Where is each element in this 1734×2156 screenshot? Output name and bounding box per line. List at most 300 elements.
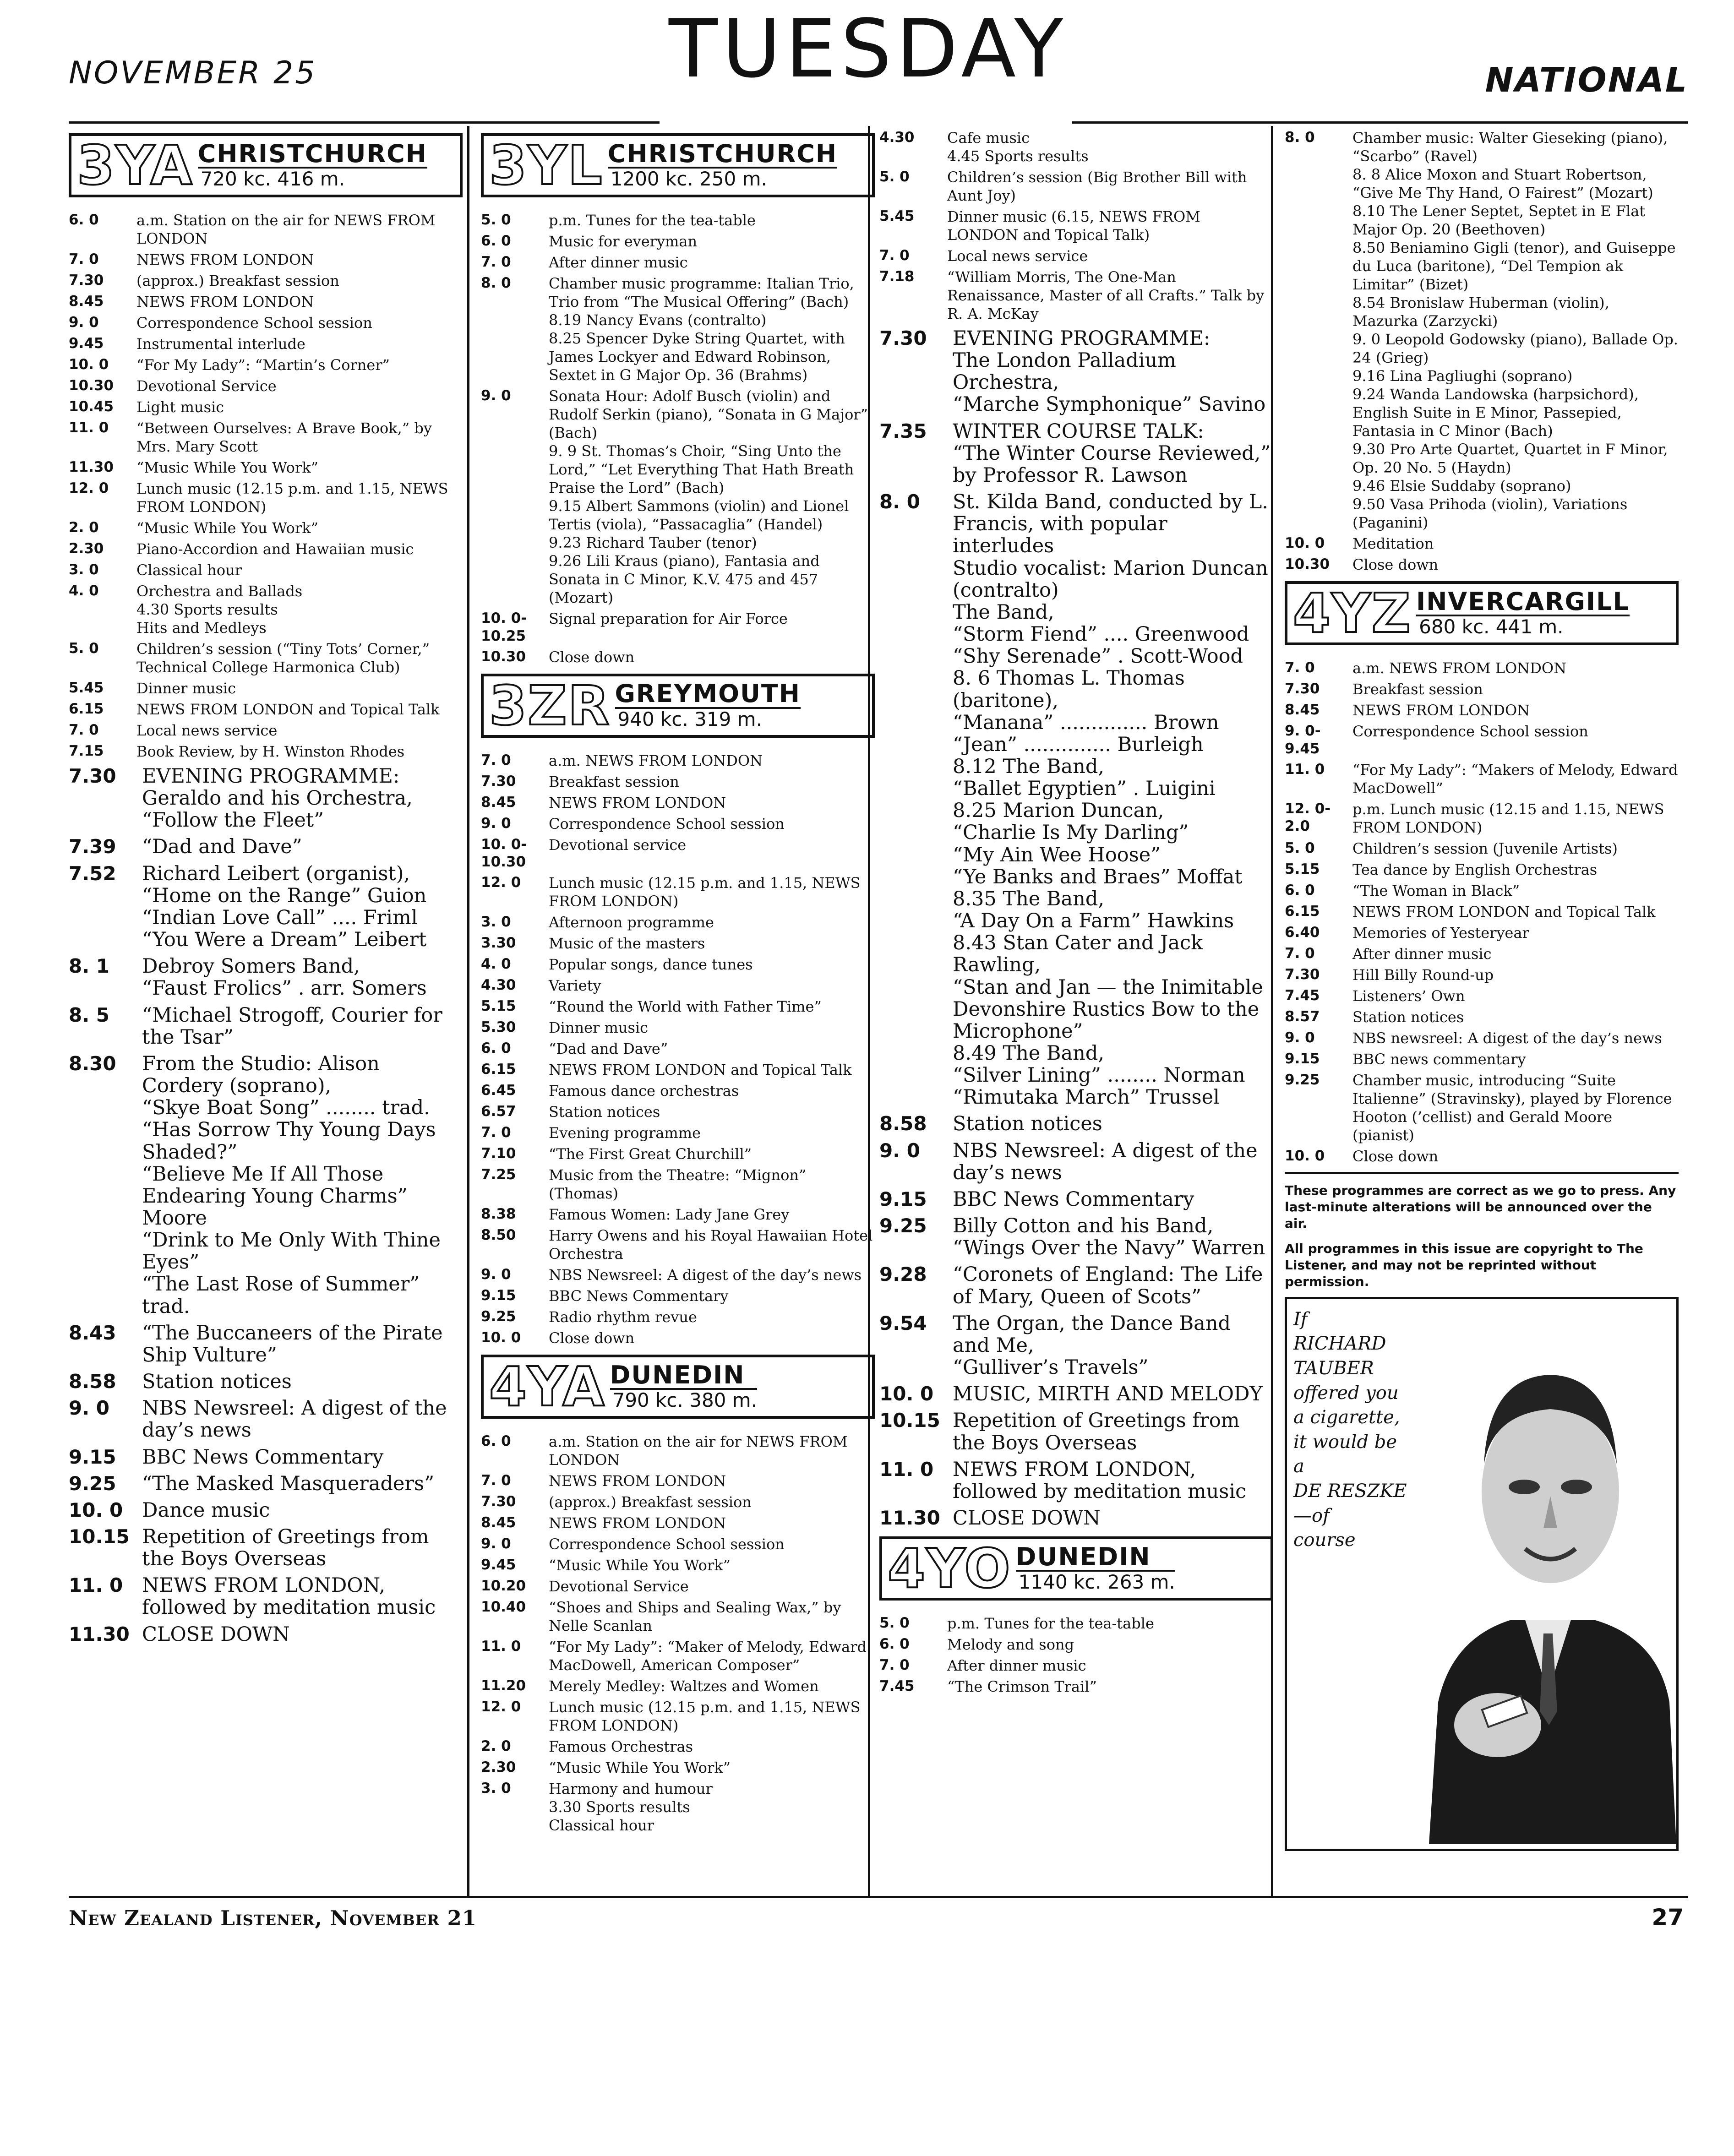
entry-time: 7.18 xyxy=(879,268,915,285)
programme-entry xyxy=(69,314,463,332)
entry-time: 5.15 xyxy=(481,998,516,1014)
station-city: DUNEDIN xyxy=(1015,1542,1151,1571)
entry-time: 10. 0-10.25 xyxy=(481,610,527,644)
entry-text: Station notices xyxy=(1352,1008,1464,1026)
entry-time: 6.15 xyxy=(1285,903,1320,920)
entry-text: After dinner music xyxy=(549,254,688,271)
programme-entry xyxy=(879,1656,1273,1675)
entry-text: Devotional service xyxy=(549,836,687,854)
entry-text: After dinner music xyxy=(947,1657,1086,1675)
entry-text: p.m. Tunes for the tea-table xyxy=(549,212,756,229)
entry-time: 7.30 xyxy=(1285,681,1320,697)
programme-entry xyxy=(481,1535,875,1553)
programme-entry xyxy=(879,247,1273,265)
station-frequency: 790 kc. 380 m. xyxy=(610,1388,757,1411)
programme-entry xyxy=(1285,129,1679,532)
entry-time: 6.45 xyxy=(481,1082,516,1099)
programme-entry xyxy=(481,1166,875,1203)
station-box-4ya xyxy=(481,1355,875,1419)
entry-time: 11.20 xyxy=(481,1677,526,1694)
entry-text: Signal preparation for Air Force xyxy=(549,610,788,627)
entry-time: 7. 0 xyxy=(879,247,910,264)
entry-text: Repetition of Greetings from the Boys Overseas xyxy=(142,1525,429,1571)
programme-entry xyxy=(481,874,875,910)
entry-text: NEWS FROM LONDON xyxy=(136,293,314,310)
entry-text: Tea dance by English Orchestras xyxy=(1352,860,1598,878)
entry-text: NBS Newsreel: A digest of the day’s news xyxy=(953,1139,1258,1184)
entry-text: “William Morris, The One-Man Renaissance, Master of all Crafts.” Talk by R. A. McKay xyxy=(947,268,1265,322)
entry-time: 7.10 xyxy=(481,1145,516,1162)
programme-entry xyxy=(1285,1008,1679,1026)
programme-entry xyxy=(481,387,875,607)
programme-entry xyxy=(481,913,875,931)
entry-text: Dinner music (6.15, NEWS FROM LONDON and Topical Talk) xyxy=(947,208,1200,244)
programme-entry xyxy=(69,1499,463,1521)
programme-entry xyxy=(879,1410,1273,1454)
entry-time: 10.40 xyxy=(481,1599,526,1615)
entry-text: Listeners’ Own xyxy=(1352,987,1465,1005)
programme-entry xyxy=(69,721,463,740)
entry-time: 11. 0 xyxy=(69,419,109,436)
entry-text: Harmony and humour 3.30 Sports results Classical hour xyxy=(549,1780,713,1834)
entry-time: 9. 0 xyxy=(69,1397,110,1420)
entry-time: 7. 0 xyxy=(879,1657,910,1674)
entry-text: CLOSE DOWN xyxy=(142,1622,290,1646)
entry-time: 5.45 xyxy=(69,680,104,696)
programme-entry xyxy=(1285,839,1679,858)
entry-text: “Dad and Dave” xyxy=(549,1040,668,1057)
entry-text: Debroy Somers Band, “Faust Frolics” . arr. Somers xyxy=(142,955,427,1000)
entry-text: MUSIC, MIRTH AND MELODY xyxy=(953,1383,1263,1406)
entry-time: 5. 0 xyxy=(1285,839,1315,856)
page-date: NOVEMBER 25 xyxy=(69,55,317,91)
schedule-4ya-continued xyxy=(879,129,1273,323)
programme-entry xyxy=(69,863,463,951)
entry-text: “For My Lady”: “Martin’s Corner” xyxy=(136,356,390,374)
entry-text: NEWS FROM LONDON and Topical Talk xyxy=(136,701,440,718)
programme-entry xyxy=(481,232,875,250)
entry-text: NEWS FROM LONDON, followed by meditation music xyxy=(142,1574,436,1619)
entry-text: Music from the Theatre: “Mignon” (Thomas) xyxy=(549,1166,807,1202)
entry-time: 4. 0 xyxy=(69,583,99,599)
programme-entry xyxy=(879,1140,1273,1184)
entry-time: 6.57 xyxy=(481,1103,516,1120)
programme-entry xyxy=(481,648,875,666)
entry-time: 10.30 xyxy=(481,648,526,665)
programme-entry xyxy=(481,1205,875,1224)
entry-text: Melody and song xyxy=(947,1636,1074,1654)
schedule-4yo-continued xyxy=(1285,129,1679,574)
entry-text: Billy Cotton and his Band, “Wings Over the Navy” Warren xyxy=(953,1214,1265,1260)
entry-time: 9.15 xyxy=(481,1287,516,1304)
entry-text: NEWS FROM LONDON and Topical Talk xyxy=(549,1061,852,1078)
tauber-portrait xyxy=(1420,1299,1676,1844)
station-box-3yl xyxy=(481,133,875,197)
entry-time: 10. 0 xyxy=(69,356,109,373)
entry-text: “The Woman in Black” xyxy=(1352,882,1520,899)
entry-text: Chamber music programme: Italian Trio, Trio from “The Musical Offering” (Bach) 8.19 Nancy Evans (contralto) 8.25 Spencer Dyke String Quartet, with James Lockyer and Edward Robinson, Sextet in G Major Op. 36 (Brahms) xyxy=(549,275,854,384)
entry-text: Hill Billy Round-up xyxy=(1352,966,1494,984)
entry-time: 7.45 xyxy=(1285,987,1320,1004)
entry-time: 9. 0 xyxy=(69,314,99,331)
entry-time: 7. 0 xyxy=(481,1472,511,1489)
entry-text: “For My Lady”: “Makers of Melody, Edward MacDowell” xyxy=(1352,761,1678,797)
entry-time: 4. 0 xyxy=(481,956,511,972)
entry-time: 11. 0 xyxy=(69,1574,123,1597)
entry-time: 7.52 xyxy=(69,862,116,885)
entry-text: Station notices xyxy=(142,1370,292,1394)
entry-text: NEWS FROM LONDON xyxy=(549,1472,726,1490)
entry-time: 10.20 xyxy=(481,1578,526,1594)
programme-entry xyxy=(481,610,875,645)
entry-text: Music for everyman xyxy=(549,233,698,250)
entry-text: Classical hour xyxy=(136,561,242,579)
programme-entry xyxy=(69,1526,463,1570)
entry-time: 6. 0 xyxy=(879,1636,910,1653)
entry-time: 8. 0 xyxy=(1285,129,1315,146)
entry-text: a.m. Station on the air for NEWS FROM LONDON xyxy=(136,212,436,247)
entry-text: “Shoes and Ships and Sealing Wax,” by Nelle Scanlan xyxy=(549,1599,841,1634)
programme-entry xyxy=(879,168,1273,205)
station-logo: 3YL xyxy=(489,134,603,197)
entry-text: Close down xyxy=(1352,556,1439,573)
page-number: 27 xyxy=(1652,1904,1684,1931)
entry-text: Breakfast session xyxy=(1352,681,1483,698)
page-title: TUESDAY xyxy=(669,3,1068,96)
entry-time: 7. 0 xyxy=(481,751,511,768)
entry-time: 3. 0 xyxy=(481,914,511,930)
station-logo: 3YA xyxy=(77,134,193,197)
entry-time: 8.57 xyxy=(1285,1008,1320,1025)
entry-text: “Music While You Work” xyxy=(549,1759,731,1776)
entry-time: 8.45 xyxy=(1285,702,1320,718)
entry-time: 6. 0 xyxy=(481,233,511,249)
station-frequency: 720 kc. 416 m. xyxy=(198,167,427,190)
station-city: GREYMOUTH xyxy=(615,679,801,708)
entry-text: “Michael Strogoff, Courier for the Tsar” xyxy=(142,1003,442,1049)
entry-text: WINTER COURSE TALK: “The Winter Course Reviewed,” by Professor R. Lawson xyxy=(953,419,1271,487)
programme-entry xyxy=(879,420,1273,486)
programme-entry xyxy=(1285,924,1679,942)
entry-time: 4.30 xyxy=(481,977,516,993)
entry-text: Close down xyxy=(549,1329,635,1347)
programme-entry xyxy=(1285,1029,1679,1047)
entry-time: 9.15 xyxy=(1285,1050,1320,1067)
entry-time: 7.30 xyxy=(69,272,104,289)
programme-entry xyxy=(1285,680,1679,698)
entry-time: 3.30 xyxy=(481,935,516,951)
programme-entry xyxy=(879,1312,1273,1378)
station-frequency: 1140 kc. 263 m. xyxy=(1016,1570,1175,1593)
programme-entry xyxy=(481,1266,875,1284)
entry-text: Merely Medley: Waltzes and Women xyxy=(549,1677,819,1695)
programme-entry xyxy=(481,1226,875,1263)
entry-time: 4.30 xyxy=(879,129,915,146)
entry-time: 10. 0-10.30 xyxy=(481,836,527,871)
entry-time: 8.30 xyxy=(69,1052,116,1075)
entry-text: a.m. NEWS FROM LONDON xyxy=(549,751,763,769)
programme-entry xyxy=(1285,761,1679,797)
entry-time: 12. 0 xyxy=(69,480,109,496)
programme-entry xyxy=(481,1082,875,1100)
entry-text: Repetition of Greetings from the Boys Overseas xyxy=(953,1409,1240,1454)
programme-entry xyxy=(481,1514,875,1532)
entry-text: NEWS FROM LONDON xyxy=(549,1514,726,1532)
entry-text: Memories of Yesteryear xyxy=(1352,924,1529,942)
entry-time: 5. 0 xyxy=(69,640,99,657)
entry-time: 6.40 xyxy=(1285,924,1320,941)
entry-time: 8.45 xyxy=(481,1514,516,1531)
entry-time: 2. 0 xyxy=(69,519,99,536)
entry-text: CLOSE DOWN xyxy=(953,1506,1101,1530)
entry-time: 12. 0-2.0 xyxy=(1285,800,1331,835)
entry-text: Cafe music 4.45 Sports results xyxy=(947,129,1089,165)
entry-text: NEWS FROM LONDON and Topical Talk xyxy=(1352,903,1656,920)
entry-time: 7.25 xyxy=(481,1166,516,1183)
entry-text: NBS Newsreel: A digest of the day’s news xyxy=(549,1266,862,1284)
programme-note: These programmes are correct as we go to press. Any last-minute alterations will be announced over the air. xyxy=(1285,1182,1676,1231)
programme-entry xyxy=(69,540,463,558)
station-logo: 4YZ xyxy=(1293,582,1412,645)
entry-text: Afternoon programme xyxy=(549,914,714,931)
programme-entry xyxy=(879,1113,1273,1135)
entry-text: Correspondence School session xyxy=(549,1535,785,1553)
programme-entry xyxy=(69,211,463,248)
station-frequency: 940 kc. 319 m. xyxy=(615,707,801,730)
entry-text: Chamber music: Walter Gieseking (piano), “Scarbo” (Ravel) 8. 8 Alice Moxon and Stuart Robertson, “Give Me Thy Hand, O Fairest” (Mozart) 8.10 The Lener Septet, Septet in E Flat Major Op. 20 (Beethoven) 8.50 Beniamino Gigli (tenor), and Guiseppe du Luca (baritone), “Del Tempion ak Limitar” (Bizet) 8.54 Bronislaw Huberman (violin), Mazurka (Zarzycki) 9. 0 Leopold Godowsky (piano), Ballade Op. 24 (Grieg) 9.16 Lina Pagliughi (soprano) 9.24 Wanda Landowska (harpsichord), English Suite in E Minor, Passepied, Fantasia in C Minor (Bach) 9.30 Pro Arte Quartet, Quartet in F Minor, Op. 20 No. 5 (Haydn) 9.46 Elsie Suddaby (soprano) 9.50 Vasa Prihoda (violin), Variations (Paganini) xyxy=(1352,129,1678,531)
programme-entry xyxy=(69,1053,463,1318)
entry-time: 9.25 xyxy=(1285,1071,1320,1088)
entry-text: Children’s session (Big Brother Bill with Aunt Joy) xyxy=(947,169,1247,204)
programme-entry xyxy=(481,1308,875,1326)
programme-entry xyxy=(69,1473,463,1495)
programme-entry xyxy=(879,129,1273,165)
programme-entry xyxy=(1285,1050,1679,1068)
programme-entry xyxy=(481,1677,875,1695)
station-box-4yo xyxy=(879,1536,1273,1601)
entry-time: 8. 5 xyxy=(69,1003,110,1026)
programme-entry xyxy=(879,1263,1273,1307)
entry-time: 7.35 xyxy=(879,419,927,442)
entry-time: 7.30 xyxy=(481,1493,516,1510)
entry-time: 11. 0 xyxy=(481,1638,521,1655)
entry-text: NEWS FROM LONDON xyxy=(549,794,726,811)
entry-time: 10.15 xyxy=(879,1409,940,1432)
entry-text: Correspondence School session xyxy=(1352,723,1588,740)
entry-text: “Coronets of England: The Life of Mary, Queen of Scots” xyxy=(953,1263,1263,1308)
programme-entry xyxy=(1285,701,1679,719)
entry-text: NBS newsreel: A digest of the day’s news xyxy=(1352,1029,1662,1047)
programme-entry xyxy=(69,1574,463,1618)
programme-entry xyxy=(69,356,463,374)
entry-time: 11.30 xyxy=(69,459,114,475)
programme-entry xyxy=(879,1188,1273,1210)
programme-entry xyxy=(69,293,463,311)
entry-text: “Round the World with Father Time” xyxy=(549,998,822,1015)
entry-text: Correspondence School session xyxy=(136,314,372,332)
entry-time: 9.25 xyxy=(69,1472,116,1495)
entry-text: Music of the masters xyxy=(549,935,705,952)
entry-time: 8. 0 xyxy=(879,490,921,513)
entry-time: 9. 0 xyxy=(481,1535,511,1552)
programme-entry xyxy=(1285,800,1679,837)
programme-entry xyxy=(481,1472,875,1490)
entry-text: “The Buccaneers of the Pirate Ship Vulture” xyxy=(142,1321,443,1367)
column-4 xyxy=(1285,126,1679,1851)
programme-entry xyxy=(879,327,1273,416)
programme-entry xyxy=(481,1103,875,1121)
entry-text: St. Kilda Band, conducted by L. Francis, with popular interludes Studio vocalist: Marion Duncan (contralto) The Band, “Storm Fiend” .... Greenwood “Shy Serenade” . Scott-Wood 8. 6 Thomas L. Thomas (baritone), “Manana” .............. Brown “Jean” .............. Burleigh 8.12 The Band, “Ballet Egyptien” . Luigini 8.25 Marion Duncan, “Charlie Is My Darling” “My Ain Wee Hoose” “Ye Banks and Braes” Moffat 8.35 The Band, “A Day On a Farm” Hawkins 8.43 Stan Cater and Jack Rawling, “Stan and Jan — the Inimitable Devonshire Rustics Bow to the Microphone” 8.49 The Band, “Silver Lining” ........ Norman “Rimutaka March” Trussel xyxy=(953,490,1268,1109)
programme-entry xyxy=(69,1322,463,1366)
programme-entry xyxy=(481,253,875,272)
entry-text: Famous Women: Lady Jane Grey xyxy=(549,1206,790,1223)
programme-entry xyxy=(879,1383,1273,1405)
entry-time: 9.54 xyxy=(879,1312,927,1334)
entry-time: 8. 1 xyxy=(69,955,110,978)
programme-entry xyxy=(1285,945,1679,963)
entry-text: Local news service xyxy=(136,722,278,739)
programme-entry xyxy=(69,1623,463,1645)
entry-time: 11.30 xyxy=(879,1506,940,1529)
entry-text: Orchestra and Ballads 4.30 Sports results Hits and Medleys xyxy=(136,583,303,637)
entry-time: 6. 0 xyxy=(481,1040,511,1056)
entry-time: 9. 0 xyxy=(481,815,511,832)
entry-time: 6.15 xyxy=(481,1061,516,1078)
advertisement xyxy=(1285,1297,1679,1851)
programme-entry xyxy=(481,1598,875,1635)
entry-text: Radio rhythm revue xyxy=(549,1308,697,1326)
entry-text: NEWS FROM LONDON, followed by meditation music xyxy=(953,1458,1247,1503)
entry-text: Richard Leibert (organist), “Home on the Range” Guion “Indian Love Call” .... Friml “You Were a Dream” Leibert xyxy=(142,862,427,952)
programme-entry xyxy=(481,1124,875,1142)
entry-text: After dinner music xyxy=(1352,945,1492,963)
station-logo: 4YA xyxy=(489,1355,605,1418)
schedule-3yl xyxy=(481,211,875,666)
programme-entry xyxy=(69,1397,463,1441)
station-logo: 3ZR xyxy=(489,674,611,737)
entry-time: 6. 0 xyxy=(1285,882,1315,898)
entry-time: 5. 0 xyxy=(879,169,910,185)
programme-entry xyxy=(69,377,463,395)
entry-time: 10. 0 xyxy=(1285,535,1325,551)
top-rule-left xyxy=(69,121,660,124)
entry-text: Sonata Hour: Adolf Busch (violin) and Rudolf Serkin (piano), “Sonata in G Major” (Bach) 9. 9 St. Thomas’s Choir, “Sing Unto the Lord,” “Let Everything That Hath Breath Praise the Lord” (Bach) 9.15 Albert Sammons (violin) and Lionel Tertis (viola), “Passacaglia” (Handel) 9.23 Richard Tauber (tenor) 9.26 Lili Kraus (piano), Fantasia and Sonata in C Minor, K.V. 475 and 457 (Mozart) xyxy=(549,387,868,606)
programme-entry xyxy=(69,836,463,858)
entry-time: 2.30 xyxy=(481,1759,516,1775)
entry-text: Instrumental interlude xyxy=(136,335,305,353)
station-frequency: 680 kc. 441 m. xyxy=(1416,615,1630,637)
programme-entry xyxy=(481,1556,875,1574)
entry-text: a.m. Station on the air for NEWS FROM LONDON xyxy=(549,1433,848,1469)
entry-text: EVENING PROGRAMME: Geraldo and his Orchestra, “Follow the Fleet” xyxy=(142,765,413,832)
entry-time: 7. 0 xyxy=(1285,945,1315,962)
entry-text: Close down xyxy=(1352,1147,1439,1165)
programme-entry xyxy=(69,640,463,676)
entry-time: 11. 0 xyxy=(1285,761,1325,778)
entry-text: Light music xyxy=(136,398,224,416)
entry-time: 3. 0 xyxy=(481,1780,511,1797)
programme-entry xyxy=(1285,659,1679,677)
entry-text: Popular songs, dance tunes xyxy=(549,956,753,973)
programme-entry xyxy=(69,419,463,456)
entry-time: 7. 0 xyxy=(1285,659,1315,676)
entry-text: Variety xyxy=(549,977,601,994)
programme-entry xyxy=(1285,1147,1679,1165)
entry-time: 9. 0 xyxy=(879,1139,921,1162)
ad-text: If RICHARD TAUBER offered you a cigarette, it would be a DE RESZKE —of course xyxy=(1293,1308,1407,1551)
station-city: CHRISTCHURCH xyxy=(607,139,838,168)
entry-text: Devotional Service xyxy=(136,377,277,395)
schedule-4ya xyxy=(481,1432,875,1835)
entry-time: 2.30 xyxy=(69,540,104,557)
entry-time: 5. 0 xyxy=(481,212,511,228)
entry-text: Correspondence School session xyxy=(549,815,785,833)
entry-time: 8.58 xyxy=(69,1370,116,1393)
entry-time: 5.45 xyxy=(879,208,915,224)
programme-entry xyxy=(69,1371,463,1393)
entry-time: 11.30 xyxy=(69,1622,130,1645)
programme-entry xyxy=(69,765,463,831)
entry-time: 10. 0 xyxy=(481,1329,521,1346)
entry-time: 9.25 xyxy=(879,1214,927,1237)
entry-time: 2. 0 xyxy=(481,1738,511,1754)
programme-entry xyxy=(481,1780,875,1835)
programme-entry xyxy=(481,1577,875,1595)
programme-entry xyxy=(879,268,1273,323)
station-city: CHRISTCHURCH xyxy=(197,139,427,168)
station-box-4yz xyxy=(1285,581,1679,645)
entry-time: 8.38 xyxy=(481,1206,516,1222)
entry-time: 8.50 xyxy=(481,1227,516,1243)
entry-time: 7.30 xyxy=(69,765,116,787)
schedule-3ya xyxy=(69,211,463,761)
programme-entry xyxy=(481,934,875,953)
top-rule-right xyxy=(1072,121,1688,124)
programme-entry xyxy=(1285,860,1679,879)
entry-time: 10. 0 xyxy=(69,1498,123,1521)
entry-time: 9.25 xyxy=(481,1308,516,1325)
entry-time: 9. 0-9.45 xyxy=(1285,723,1321,757)
entry-text: Book Review, by H. Winston Rhodes xyxy=(136,743,405,760)
programme-entry xyxy=(69,398,463,416)
programme-entry xyxy=(69,479,463,516)
programme-entry xyxy=(879,1215,1273,1259)
programme-entry xyxy=(481,1018,875,1037)
station-city: INVERCARGILL xyxy=(1416,587,1630,616)
entry-time: 7. 0 xyxy=(69,722,99,738)
programme-entry xyxy=(69,272,463,290)
programme-entry xyxy=(481,836,875,871)
station-city: DUNEDIN xyxy=(610,1360,745,1389)
entry-time: 9.15 xyxy=(879,1187,927,1210)
entry-text: “Dad and Dave” xyxy=(142,835,302,859)
entry-time: 10. 0 xyxy=(879,1383,934,1405)
entry-text: Station notices xyxy=(953,1112,1102,1136)
entry-time: 9.15 xyxy=(69,1445,116,1468)
programme-entry xyxy=(481,815,875,833)
entry-time: 8.58 xyxy=(879,1112,927,1135)
entry-time: 9.45 xyxy=(69,335,104,352)
notes-rule xyxy=(1285,1172,1679,1174)
entry-time: 7. 0 xyxy=(69,251,99,267)
programme-entry xyxy=(1285,987,1679,1005)
programme-entry xyxy=(481,976,875,995)
programme-entry xyxy=(1285,722,1679,758)
programme-entry xyxy=(481,1493,875,1511)
entry-text: BBC News Commentary xyxy=(953,1187,1194,1211)
entry-text: Lunch music (12.15 p.m. and 1.15, NEWS FROM LONDON) xyxy=(549,874,861,910)
programme-entry xyxy=(69,1446,463,1468)
